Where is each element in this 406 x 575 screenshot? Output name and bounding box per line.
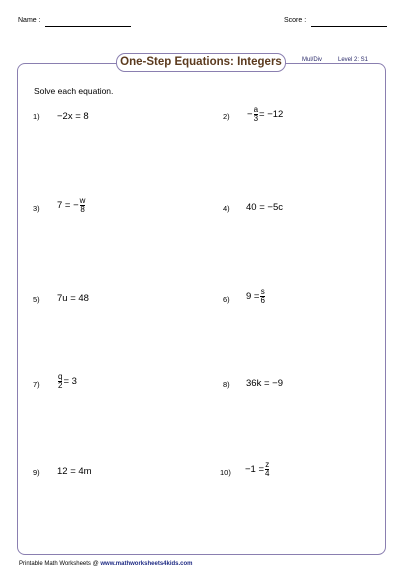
score-label: Score : xyxy=(284,17,307,24)
equation-text: −2x = 8 xyxy=(57,111,89,122)
equation-text: − xyxy=(247,109,253,120)
problem-number: 7) xyxy=(33,380,40,389)
problem-equation xyxy=(245,461,270,478)
problem-number: 6) xyxy=(223,295,230,304)
problem-equation xyxy=(247,106,283,123)
problem-number: 1) xyxy=(33,112,40,121)
instruction-text: Solve each equation. xyxy=(34,86,114,96)
equation-text: 12 = 4m xyxy=(57,466,92,477)
problem-number: 9) xyxy=(33,468,40,477)
equation-text: 7u = 48 xyxy=(57,293,89,304)
problem-number: 8) xyxy=(223,380,230,389)
problem-equation xyxy=(57,293,89,304)
equation-text: −1 = xyxy=(245,464,265,475)
problem-number: 10) xyxy=(220,468,231,477)
fraction-denominator: 2 xyxy=(58,381,63,390)
fraction xyxy=(254,106,258,123)
equation-text: 7 = − xyxy=(57,200,79,211)
equation-text: 9 = xyxy=(246,291,260,302)
equation-text: = −12 xyxy=(259,109,284,120)
fraction-denominator: 8 xyxy=(80,205,85,214)
fraction xyxy=(260,288,264,305)
problem-equation xyxy=(57,466,92,477)
fraction xyxy=(80,197,86,214)
equation-text: 40 = −5c xyxy=(246,202,283,213)
fraction-numerator: q xyxy=(58,372,63,381)
fraction xyxy=(265,461,269,478)
footer-url-link[interactable]: www.mathworksheets4kids.com xyxy=(100,561,193,567)
problem-equation xyxy=(246,378,283,389)
fraction-numerator: z xyxy=(265,460,270,469)
problem-number: 4) xyxy=(223,204,230,213)
footer-text: Printable Math Worksheets @ xyxy=(19,561,101,567)
fraction-numerator: a xyxy=(253,105,259,114)
problem-equation xyxy=(57,111,89,122)
fraction-denominator: 6 xyxy=(260,296,265,305)
fraction-numerator: w xyxy=(79,196,86,205)
name-label: Name : xyxy=(18,17,41,24)
worksheet-title: One-Step Equations: Integers xyxy=(116,53,286,72)
problem-equation xyxy=(57,197,86,214)
worksheet-card xyxy=(17,63,386,555)
problem-equation xyxy=(57,373,77,390)
fraction-numerator: s xyxy=(260,287,265,296)
fraction-denominator: 3 xyxy=(253,114,259,123)
problem-equation xyxy=(246,288,266,305)
problem-equation xyxy=(246,202,283,213)
problem-number: 2) xyxy=(223,112,230,121)
equation-text: = 3 xyxy=(63,376,77,387)
meta-level: Level 2: S1 xyxy=(338,57,369,63)
equation-text: 36k = −9 xyxy=(246,378,283,389)
meta-mul-div: Mul/Div xyxy=(302,57,323,63)
name-field[interactable] xyxy=(45,26,131,27)
problem-number: 5) xyxy=(33,295,40,304)
problem-number: 3) xyxy=(33,204,40,213)
footer xyxy=(19,561,193,567)
fraction xyxy=(58,373,62,390)
score-field[interactable] xyxy=(311,26,387,27)
fraction-denominator: 4 xyxy=(265,469,270,478)
